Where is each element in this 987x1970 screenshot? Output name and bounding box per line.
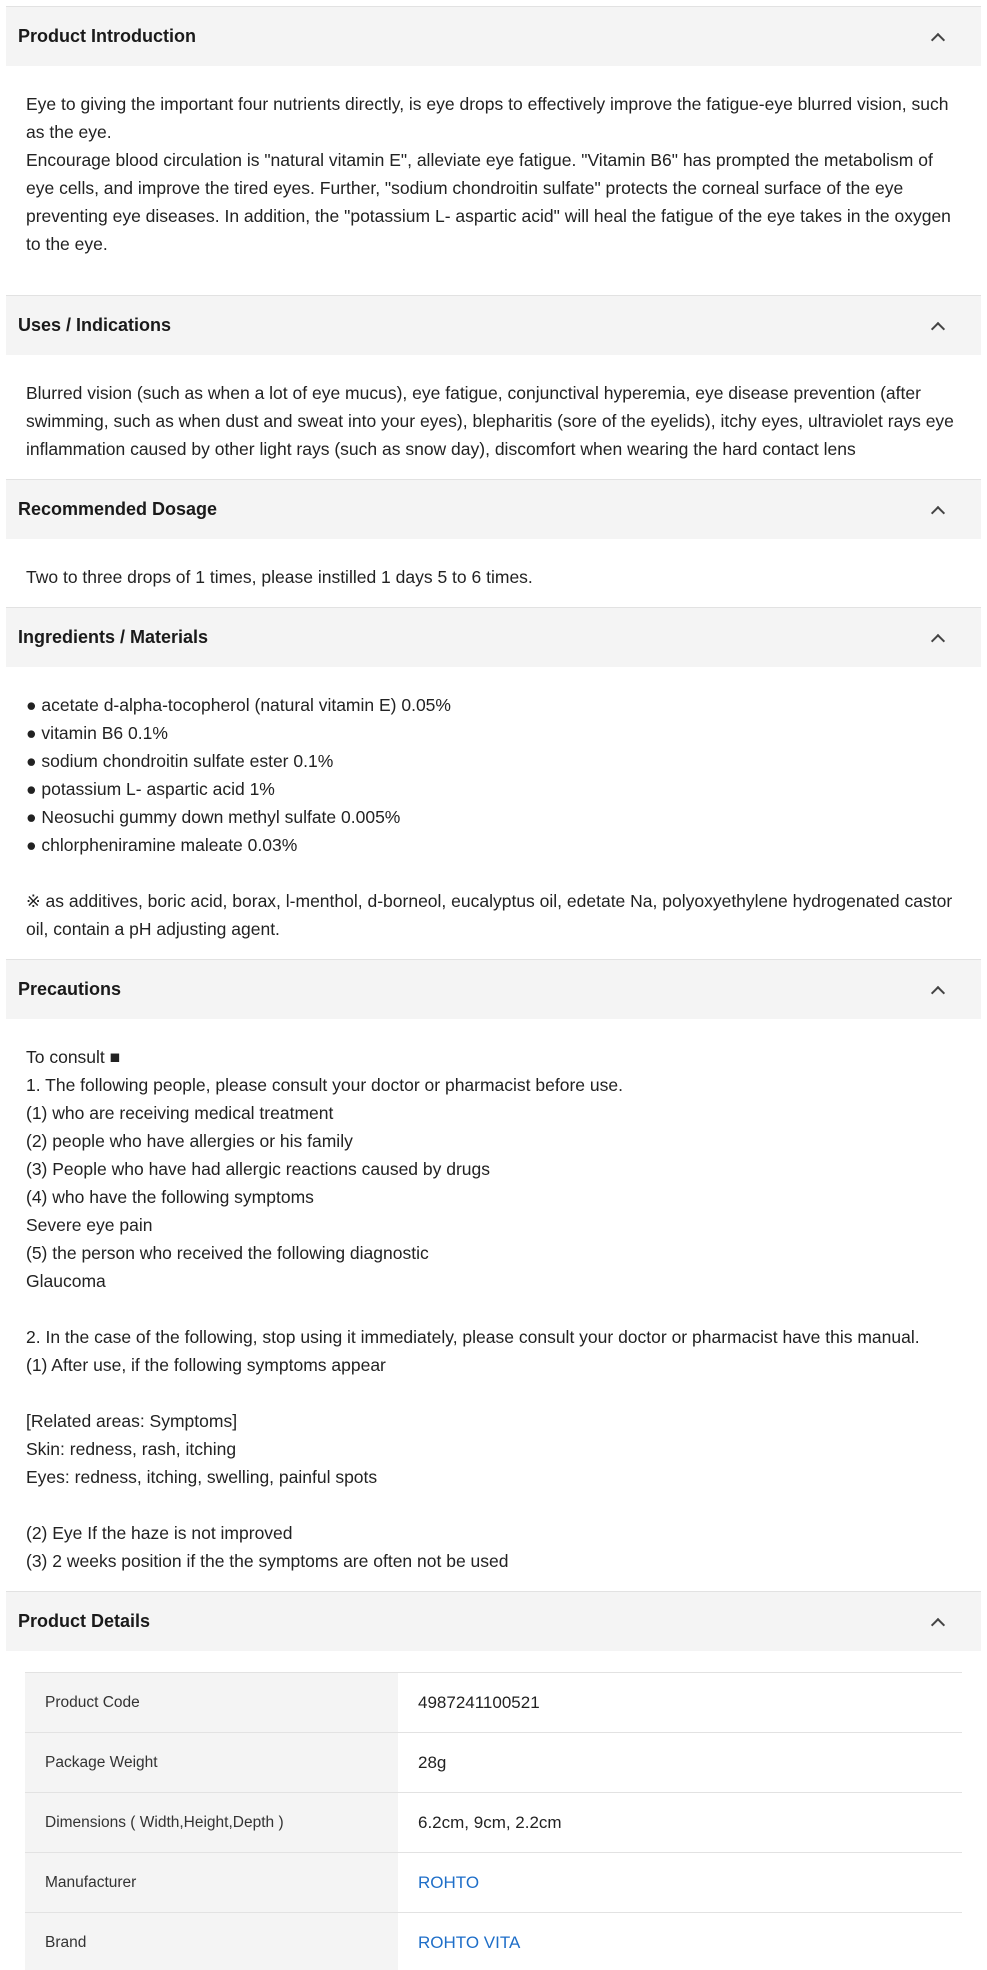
chevron-up-icon[interactable] — [931, 505, 945, 519]
precaution-line: 2. In the case of the following, stop using it immediately, please consult your doctor or pharmacist have this manual. — [26, 1327, 920, 1347]
section-title: Recommended Dosage — [18, 499, 218, 519]
chevron-up-icon[interactable] — [931, 1617, 945, 1631]
precaution-line: (1) who are receiving medical treatment — [26, 1103, 334, 1123]
detail-label: Manufacturer — [25, 1853, 398, 1913]
section-body-ingredients — [6, 667, 981, 943]
precaution-line: Glaucoma — [26, 1271, 106, 1291]
section-uses-indications — [6, 295, 981, 463]
chevron-up-icon[interactable] — [931, 32, 945, 46]
additives-note: ※ as additives, boric acid, borax, l-menthol, d-borneol, eucalyptus oil, edetate Na, polyoxyethylene hydrogenated castor oil, contain a pH adjusting agent. — [26, 891, 953, 939]
detail-value — [398, 1913, 962, 1970]
table-row — [25, 1733, 962, 1793]
table-row — [25, 1793, 962, 1853]
section-body-precautions — [6, 1019, 981, 1575]
precaution-line: (3) People who have had allergic reactions caused by drugs — [26, 1159, 491, 1179]
section-precautions — [6, 959, 981, 1575]
section-body-product-introduction — [6, 66, 981, 258]
precaution-line: (5) the person who received the following diagnostic — [26, 1243, 429, 1263]
precaution-line: Skin: redness, rash, itching — [26, 1439, 237, 1459]
brand-link[interactable]: ROHTO VITA — [418, 1932, 521, 1952]
section-header-ingredients[interactable] — [6, 607, 981, 667]
table-row — [25, 1673, 962, 1733]
section-header-product-introduction[interactable] — [6, 6, 981, 66]
section-body-uses-indications — [6, 355, 981, 463]
precaution-line: (1) After use, if the following symptoms appear — [26, 1355, 386, 1375]
dosage-text: Two to three drops of 1 times, please instilled 1 days 5 to 6 times. — [26, 567, 533, 587]
ingredient-item: ● acetate d-alpha-tocopherol (natural vitamin E) 0.05% — [26, 695, 451, 715]
table-row — [25, 1913, 962, 1970]
section-title: Precautions — [18, 979, 122, 999]
section-header-precautions[interactable] — [6, 959, 981, 1019]
precaution-line: [Related areas: Symptoms] — [26, 1411, 238, 1431]
uses-text: Blurred vision (such as when a lot of eye mucus), eye fatigue, conjunctival hyperemia, eye disease prevention (after swimming, such as when dust and sweat into your eyes), blepharitis (sore of the eyelids), itchy eyes, ultraviolet rays eye inflammation caused by other light rays (such as snow day), discomfort when wearing the hard contact lens — [26, 383, 954, 459]
section-title: Ingredients / Materials — [18, 627, 209, 647]
detail-value: 4987241100521 — [418, 1692, 540, 1712]
section-product-details — [6, 1591, 981, 1651]
section-ingredients — [6, 607, 981, 943]
detail-value — [398, 1853, 962, 1913]
precaution-line: Eyes: redness, itching, swelling, painful spots — [26, 1467, 378, 1487]
section-header-recommended-dosage[interactable] — [6, 479, 981, 539]
detail-label: Product Code — [25, 1673, 398, 1733]
precaution-line: 1. The following people, please consult your doctor or pharmacist before use. — [26, 1075, 623, 1095]
ingredient-item: ● potassium L- aspartic acid 1% — [26, 779, 275, 799]
detail-label: Brand — [25, 1913, 398, 1970]
ingredient-item: ● vitamin B6 0.1% — [26, 723, 168, 743]
ingredient-item: ● sodium chondroitin sulfate ester 0.1% — [26, 751, 334, 771]
detail-label: Dimensions ( Width,Height,Depth ) — [25, 1793, 398, 1853]
section-header-uses-indications[interactable] — [6, 295, 981, 355]
chevron-up-icon[interactable] — [931, 321, 945, 335]
precaution-line: (2) Eye If the haze is not improved — [26, 1523, 293, 1543]
ingredient-item: ● Neosuchi gummy down methyl sulfate 0.005% — [26, 807, 401, 827]
intro-paragraph: Encourage blood circulation is "natural vitamin E", alleviate eye fatigue. "Vitamin B6" has prompted the metabolism of eye cells, and improve the tired eyes. Further, "sodium chondroitin sulfate" protects the corneal surface of the eye preventing eye diseases. In addition, the "potassium L- aspartic acid" will heal the fatigue of the eye takes in the oxygen to the eye. — [26, 150, 951, 254]
section-body-recommended-dosage — [6, 539, 981, 591]
precaution-line: (4) who have the following symptoms — [26, 1187, 314, 1207]
detail-value: 28g — [418, 1752, 447, 1772]
section-recommended-dosage — [6, 479, 981, 591]
product-details-table — [25, 1672, 962, 1970]
chevron-up-icon[interactable] — [931, 633, 945, 647]
table-row — [25, 1853, 962, 1913]
section-title: Product Introduction — [18, 26, 196, 46]
precaution-line: To consult ■ — [26, 1047, 121, 1067]
precaution-line: (2) people who have allergies or his family — [26, 1131, 353, 1151]
ingredient-item: ● chlorpheniramine maleate 0.03% — [26, 835, 298, 855]
detail-value: 6.2cm, 9cm, 2.2cm — [418, 1812, 562, 1832]
intro-paragraph: Eye to giving the important four nutrients directly, is eye drops to effectively improve the fatigue-eye blurred vision, such as the eye. — [26, 94, 949, 142]
chevron-up-icon[interactable] — [931, 985, 945, 999]
manufacturer-link[interactable]: ROHTO — [418, 1872, 480, 1892]
section-product-introduction — [6, 6, 981, 258]
precaution-line: Severe eye pain — [26, 1215, 153, 1235]
detail-label: Package Weight — [25, 1733, 398, 1793]
precaution-line: (3) 2 weeks position if the the symptoms are often not be used — [26, 1551, 509, 1571]
section-header-product-details[interactable] — [6, 1591, 981, 1651]
section-title: Product Details — [18, 1611, 151, 1631]
section-title: Uses / Indications — [18, 315, 172, 335]
